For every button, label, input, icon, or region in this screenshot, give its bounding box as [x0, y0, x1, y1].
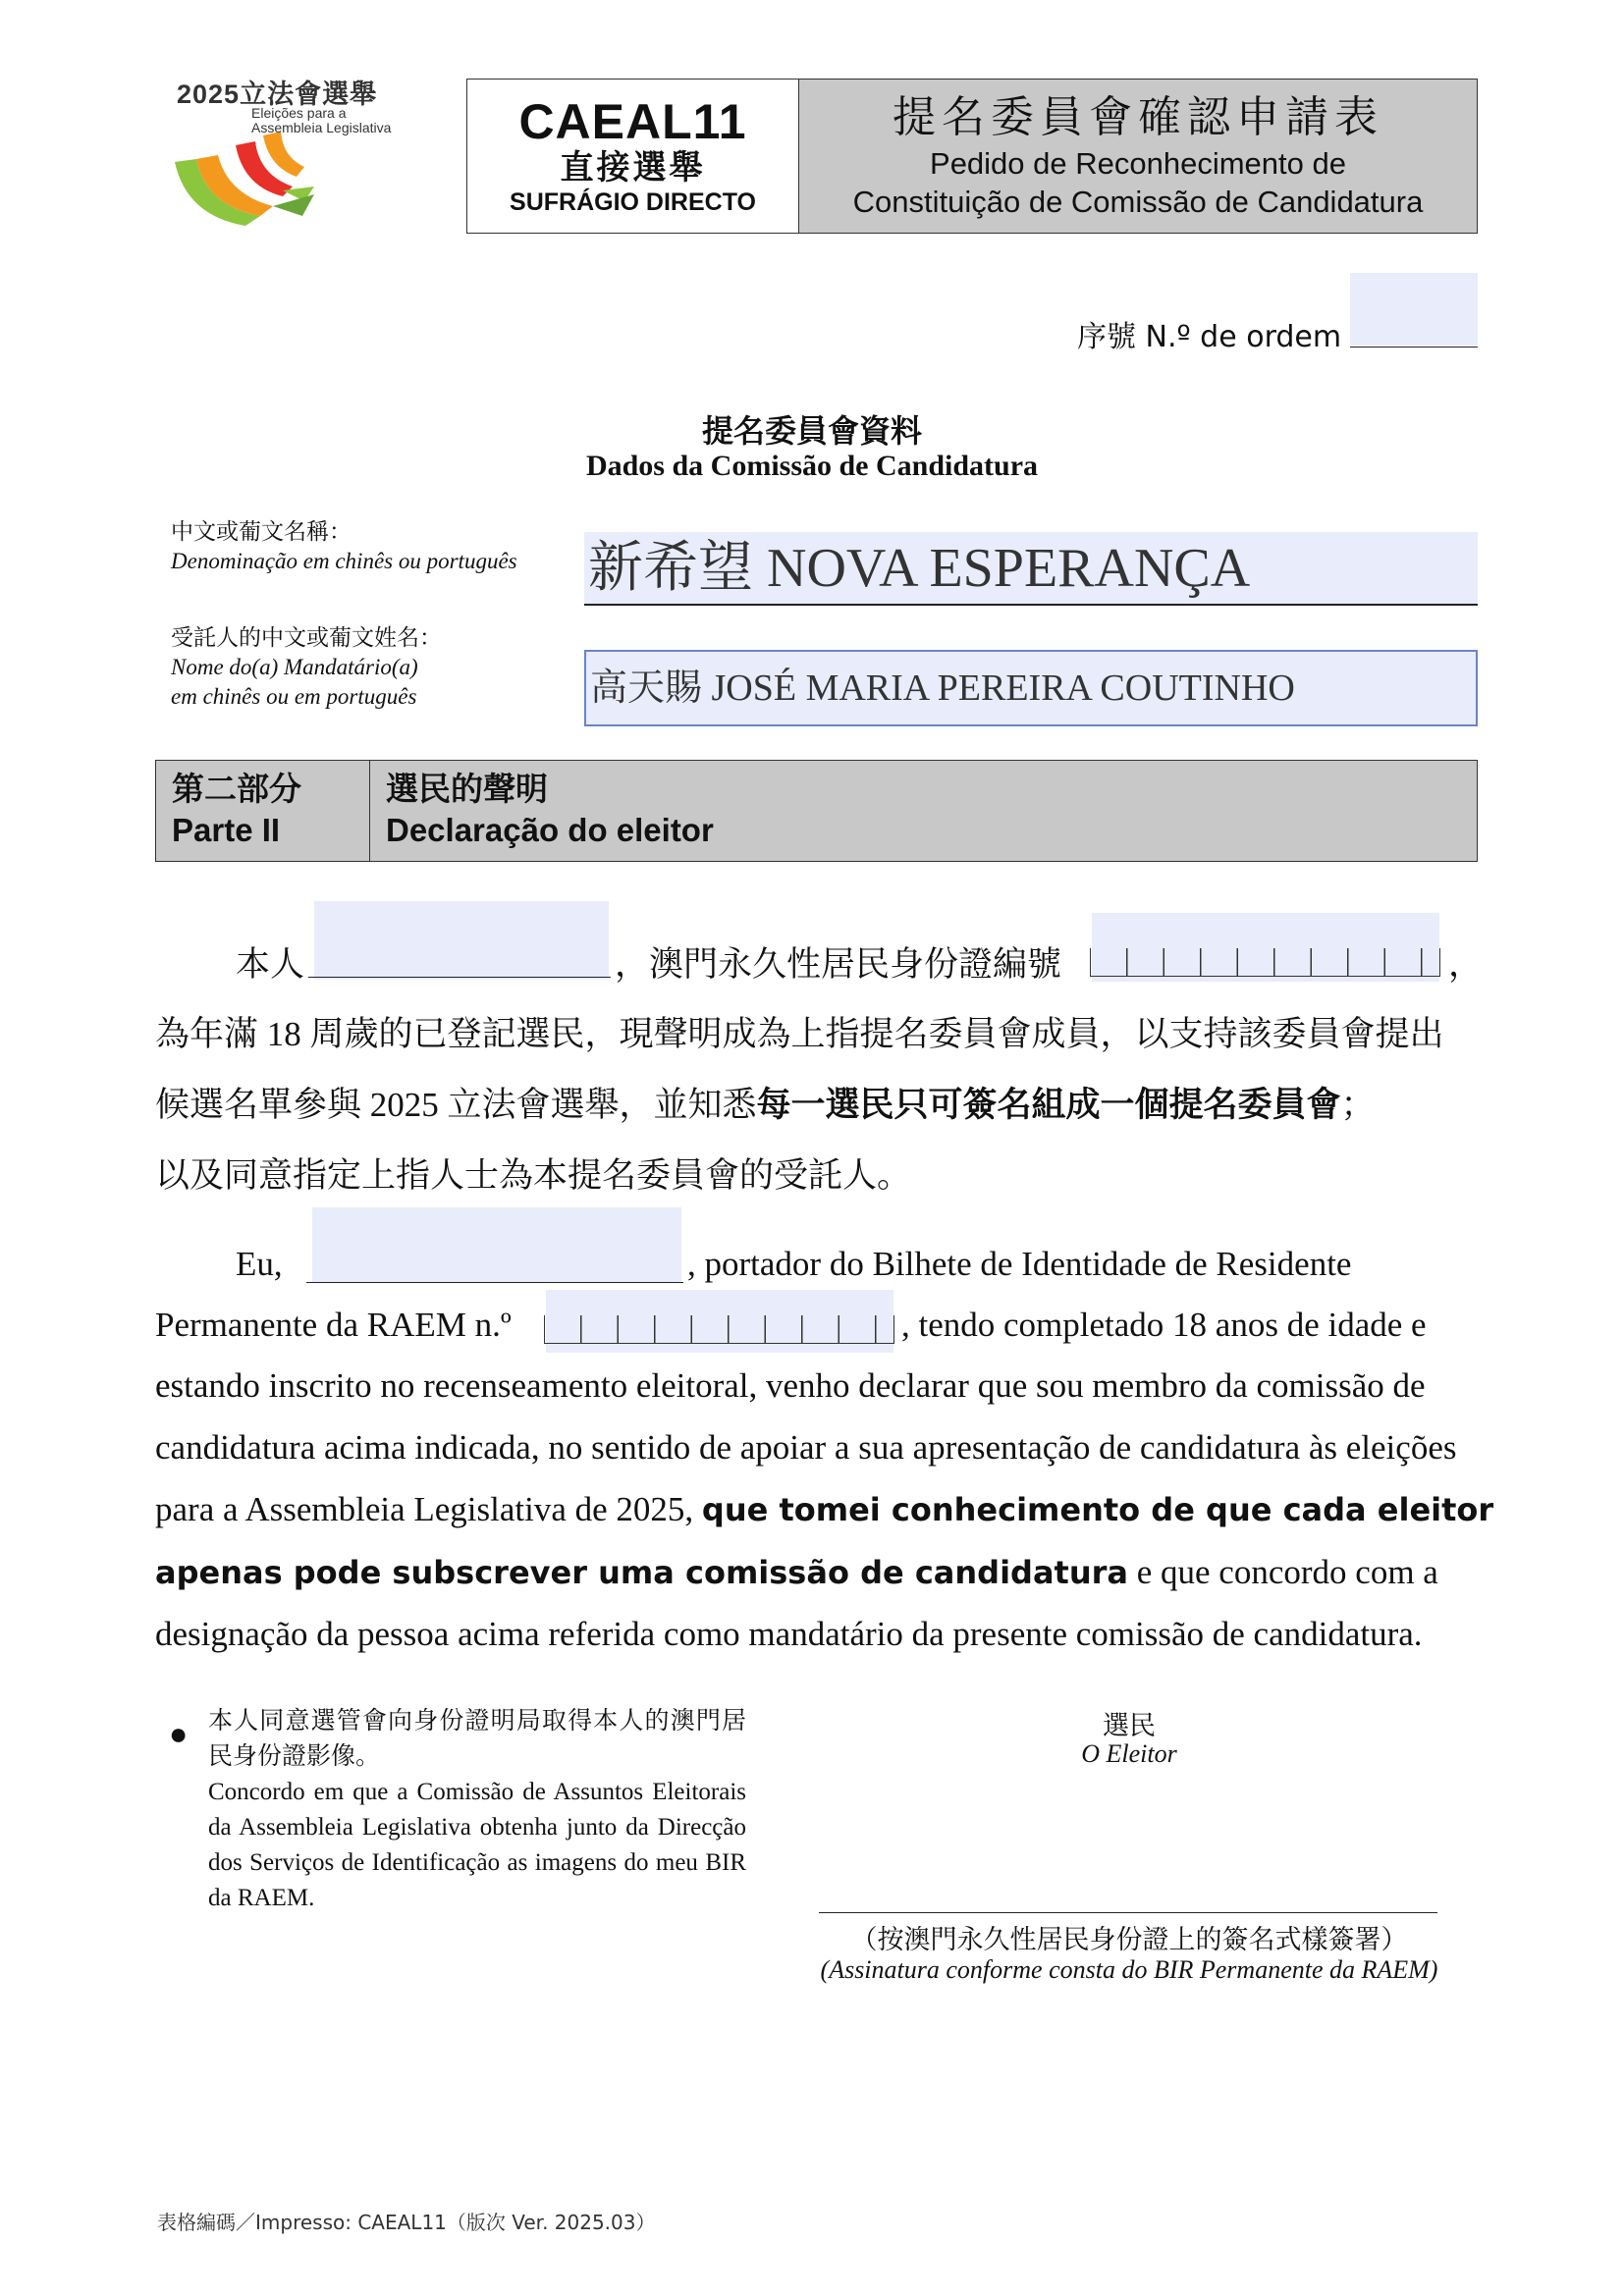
voter-name-cn-underline [308, 977, 611, 978]
voter-name-pt-underline [306, 1282, 683, 1283]
declaration-pt-line2-start: Permanente da RAEM n.º [155, 1306, 512, 1344]
part-two-title-pt: Declaração do eleitor [386, 812, 714, 848]
declaration-pt-line1-start: Eu, [236, 1245, 283, 1283]
declaration-pt-line2-rest: , tendo completado 18 anos de idade e [901, 1306, 1427, 1344]
part-two-title-cn: 選民的聲明 [386, 771, 548, 807]
election-type-cn: 直接選舉 [560, 149, 706, 187]
consent-text-cn: 本人同意選管會向身份證明局取得本人的澳門居民身份證影像。 [208, 1708, 746, 1770]
declaration-pt-line5 [155, 1490, 1493, 1529]
form-code-block [467, 80, 799, 233]
form-code: CAEAL11 [518, 94, 747, 149]
declaration-pt-line4: candidatura acima indicada, no sentido de apoiar a sua apresentação de candidatura às eleições [155, 1428, 1457, 1467]
part-two-label-pt: Parte II [172, 812, 281, 848]
part-two-label-cn: 第二部分 [172, 771, 301, 807]
voter-id-cn-cells [1090, 948, 1440, 977]
voter-id-pt-cells [544, 1315, 894, 1344]
logo-subtitle-line2: Assembleia Legislativa [251, 120, 392, 135]
form-footer: 表格編碼／Impresso: CAEAL11（版次 Ver. 2025.03） [157, 2211, 656, 2234]
section-title-pt: Dados da Comissão de Candidatura [585, 450, 1039, 482]
declaration-pt-line6-text: e que concordo com a [1127, 1553, 1438, 1591]
part-two-label [156, 761, 370, 861]
mandatary-label-cn: 受託人的中文或葡文姓名： [171, 625, 442, 650]
declaration-pt-line6 [155, 1553, 1438, 1592]
form-title-pt-line2: Constituição de Comissão de Candidatura [852, 185, 1424, 219]
logo-subtitle-line1: Eleições para a [251, 105, 347, 121]
declaration-cn-line4: 以及同意指定上指人士為本提名委員會的受託人。 [155, 1156, 912, 1195]
declaration-pt-line1-rest: , portador do Bilhete de Identidade de Residente [687, 1245, 1352, 1283]
signature-caption-cn: （按澳門永久性居民身份證上的簽名式樣簽署） [850, 1925, 1408, 1954]
voter-name-cn-input[interactable] [314, 901, 609, 980]
declaration-pt-line3: estando inscrito no recenseamento eleitoral, venho declarar que sou membro da comissão de [155, 1366, 1426, 1405]
declaration-cn-bold-note: 每一選民只可簽名組成一個提名委員會 [756, 1086, 1341, 1125]
form-title-pt-line1: Pedido de Reconhecimento de [930, 146, 1346, 181]
consent-text-pt: Concordo em que a Comissão de Assuntos Eleitorais da Assembleia Legislativa obtenha junto da Direcção dos Serviços de Identificação as imagens do meu BIR da RAEM. [208, 1779, 746, 1911]
signature-label-cn: 選民 [1103, 1711, 1156, 1740]
declaration-cn-line1-end: ， [1448, 945, 1484, 984]
consent-note [208, 1704, 746, 1916]
logo-subtitle [251, 106, 391, 135]
commission-name-field[interactable]: 新希望 NOVA ESPERANÇA [584, 532, 1478, 606]
commission-name-label-cn: 中文或葡文名稱： [171, 519, 352, 544]
declaration-pt-bold-note-2: apenas pode subscrever uma comissão de candidatura [155, 1554, 1128, 1591]
voter-name-pt-input[interactable] [312, 1207, 681, 1282]
mandatary-label-pt2: em chinês ou em português [171, 684, 417, 709]
declaration-cn-line2: 為年滿 18 周歲的已登記選民，現聲明成為上指提名委員會成員，以支持該委員會提出 [155, 1015, 1444, 1053]
declaration-cn-line1-start: 本人 [236, 945, 305, 984]
logo-year-text: 2025立法會選舉 [177, 80, 378, 109]
mandatary-name-label [171, 623, 442, 712]
election-type-pt: SUFRÁGIO DIRECTO [510, 188, 756, 216]
declaration-cn-line1-mid: ，澳門永久性居民身份證編號 [615, 945, 1062, 984]
commission-name-label-pt: Denominação em chinês ou português [171, 549, 517, 573]
declaration-pt-line5-text: para a Assembleia Legislativa de 2025, [155, 1490, 702, 1528]
form-title-cn: 提名委員會確認申請表 [893, 93, 1383, 141]
consent-bullet-icon: ● [169, 1716, 189, 1751]
order-number-input[interactable] [1350, 273, 1478, 346]
part-two-title [370, 761, 714, 861]
declaration-pt-bold-note-1: que tomei conhecimento de que cada eleitor [701, 1491, 1494, 1528]
declaration-cn-line3-text: 候選名單參與 2025 立法會選舉，並知悉 [155, 1086, 757, 1124]
form-title-block [799, 80, 1477, 233]
section-title-cn: 提名委員會資料 [701, 413, 922, 449]
form-header [466, 79, 1478, 234]
commission-name-label [171, 517, 517, 576]
signature-caption-pt: (Assinatura conforme consta do BIR Permanente da RAEM) [820, 1955, 1438, 1984]
signature-line[interactable] [819, 1912, 1437, 1913]
part-two-header [155, 760, 1478, 862]
declaration-cn-line3 [155, 1078, 1376, 1127]
mandatary-label-pt1: Nome do(a) Mandatário(a) [171, 655, 418, 679]
mandatary-name-field[interactable]: 高天賜 JOSÉ MARIA PEREIRA COUTINHO [584, 650, 1478, 726]
order-number-label: 序號 N.º de ordem [1077, 320, 1342, 354]
signature-label-pt: O Eleitor [1081, 1739, 1177, 1768]
declaration-pt-line7: designação da pessoa acima referida como mandatário da presente comissão de candidatura. [155, 1615, 1423, 1653]
declaration-cn-line3-end: ； [1340, 1086, 1376, 1124]
